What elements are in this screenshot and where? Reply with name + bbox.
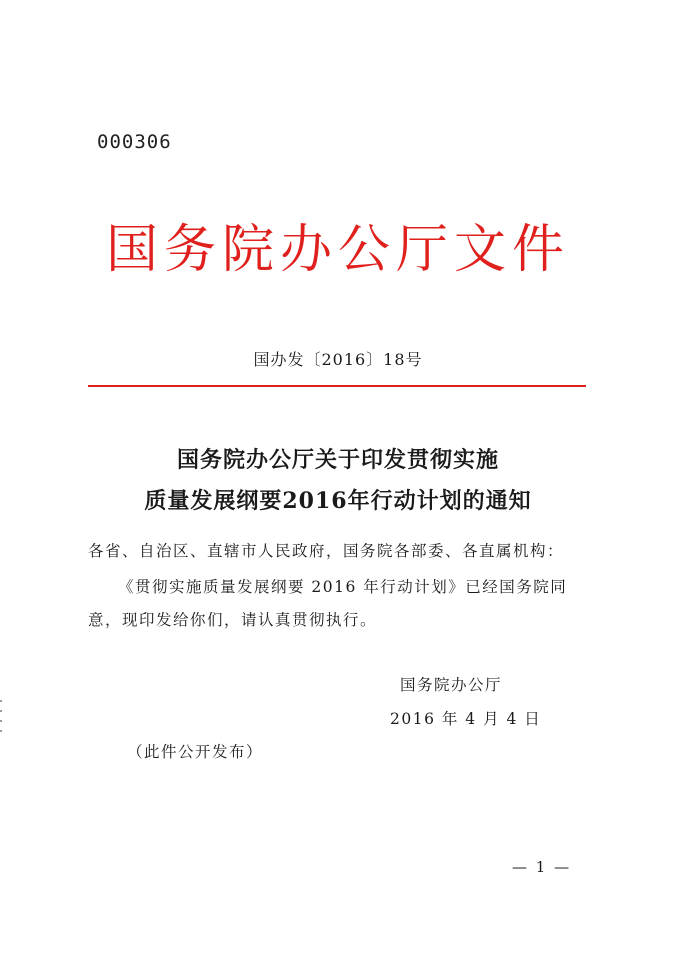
issue-number: 国办发〔2016〕18号 (253, 350, 423, 369)
signer: 国务院办公厅 (400, 676, 503, 694)
salutation: 各省、自治区、直辖市人民政府，国务院各部委、各直属机构： (88, 542, 565, 560)
body-paragraph-line-2: 意，现印发给你们，请认真贯彻执行。 (88, 611, 378, 629)
sign-date: 2016 年 4 月 4 日 (390, 710, 542, 728)
release-note: （此件公开发布） (127, 743, 264, 761)
red-separator-line (88, 385, 586, 387)
binding-edge-marks (0, 700, 3, 740)
page-number: — 1 — (512, 858, 572, 876)
masthead-title: 国务院办公厅文件 (105, 220, 570, 280)
document-title-line-1: 国务院办公厅关于印发贯彻实施 (176, 447, 499, 473)
document-title-line-2: 质量发展纲要2016年行动计划的通知 (144, 488, 532, 514)
document-serial-number: 000306 (97, 131, 172, 153)
body-paragraph-line-1: 《贯彻实施质量发展纲要 2016 年行动计划》已经国务院同 (118, 578, 568, 596)
